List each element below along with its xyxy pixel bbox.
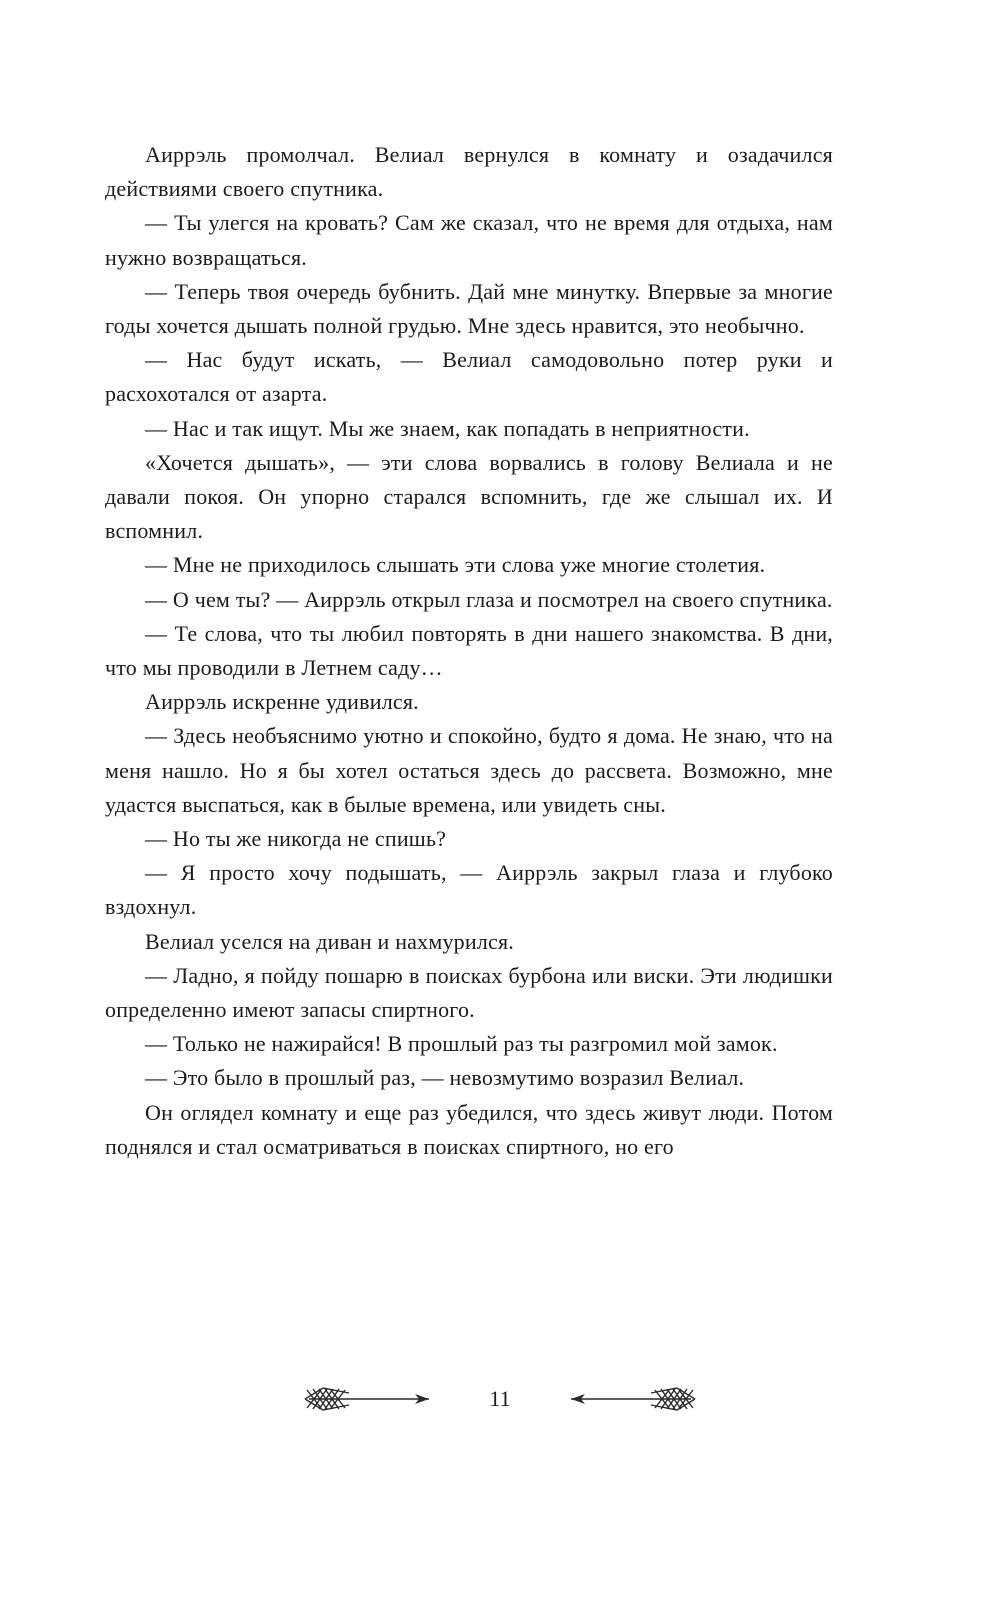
page-number: 11 xyxy=(489,1386,511,1411)
paragraph: «Хочется дышать», — эти слова ворвались в голову Велиала и не давали покоя. Он упорно старался вспомнить, где же слышал их. И вспомнил. xyxy=(105,449,833,544)
paragraph: Он оглядел комнату и еще раз убедился, что здесь живут люди. Потом поднялся и стал осматриваться в поисках спиртного, но его xyxy=(105,1099,833,1159)
paragraph: — Ты улегся на кровать? Сам же сказал, что не время для отдыха, нам нужно возвращаться. xyxy=(105,210,833,270)
body-text xyxy=(105,138,833,1164)
paragraph: — Я просто хочу подышать, — Аиррэль закрыл глаза и глубоко вздохнул. xyxy=(105,860,833,920)
paragraph: Аиррэль искренне удивился. xyxy=(145,689,419,715)
paragraph: — Теперь твоя очередь бубнить. Дай мне минутку. Впервые за многие годы хочется дышать полной грудью. Мне здесь нравится, это необычно. xyxy=(105,278,833,339)
paragraph: — Мне не приходилось слышать эти слова уже многие столетия. xyxy=(145,552,766,578)
feathered-arrow-left-icon xyxy=(549,1384,699,1414)
feathered-arrow-right-icon xyxy=(301,1384,451,1414)
page-footer xyxy=(0,1384,1000,1414)
paragraph: — О чем ты? — Аиррэль открыл глаза и посмотрел на своего спутника. xyxy=(145,586,833,612)
paragraph: Аиррэль промолчал. Велиал вернулся в комнату и озадачился действиями своего спутника. xyxy=(105,142,833,202)
paragraph: — Это было в прошлый раз, — невозмутимо возразил Велиал. xyxy=(145,1065,745,1091)
paragraph: — Нас будут искать, — Велиал самодовольно потер руки и расхохотался от азарта. xyxy=(105,347,833,407)
paragraph: — Те слова, что ты любил повторять в дни нашего знакомства. В дни, что мы проводили в Летнем саду… xyxy=(105,620,833,681)
paragraph: — Только не нажирайся! В прошлый раз ты разгромил мой замок. xyxy=(145,1031,778,1057)
paragraph: — Здесь необъяснимо уютно и спокойно, будто я дома. Не знаю, что на меня нашло. Но я бы хотел остаться здесь до рассвета. Возможно, мне удастся выспаться, как в былые времена, или увидеть сны. xyxy=(105,723,833,817)
paragraph: — Нас и так ищут. Мы же знаем, как попадать в неприятности. xyxy=(145,415,750,441)
paragraph: — Но ты же никогда не спишь? xyxy=(145,826,447,852)
paragraph: — Ладно, я пойду пошарю в поисках бурбона или виски. Эти людишки определенно имеют запасы спиртного. xyxy=(105,962,833,1023)
paragraph: Велиал уселся на диван и нахмурился. xyxy=(145,928,514,954)
